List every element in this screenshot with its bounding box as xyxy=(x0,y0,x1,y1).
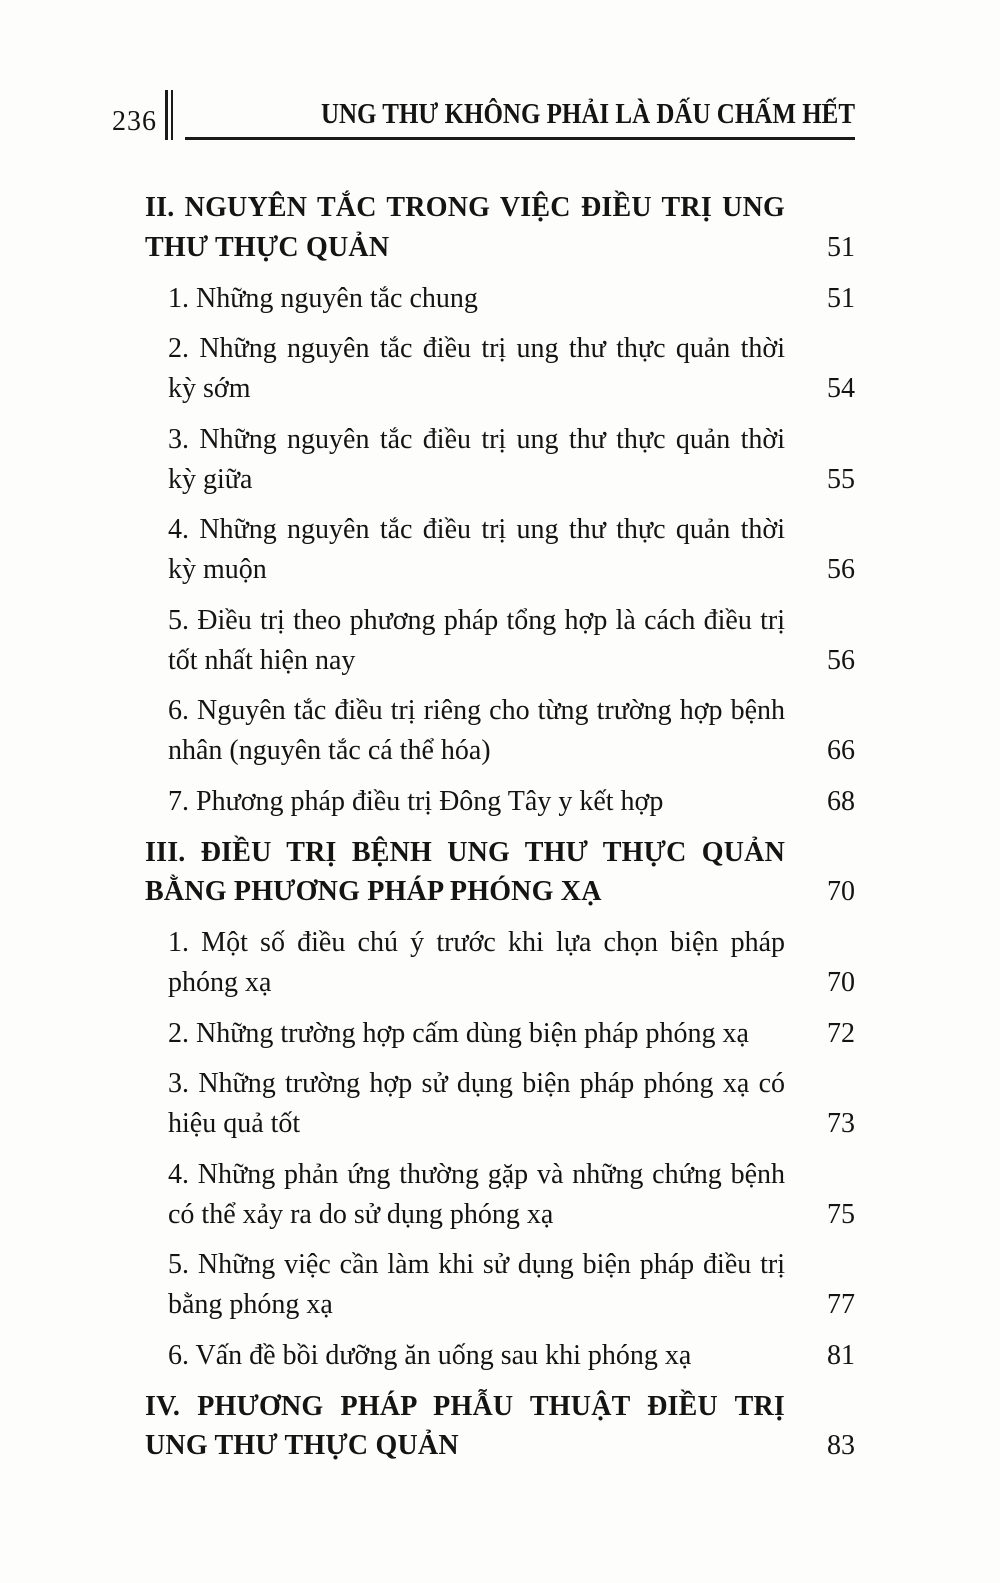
toc-entry-title: II. NGUYÊN TẮC TRONG VIỆC ĐIỀU TRỊ UNG THƯ THỰC QUẢN xyxy=(145,192,785,263)
toc-item xyxy=(168,1014,855,1054)
toc-entry-title: 6. Vấn đề bồi dưỡng ăn uống sau khi phóng xạ xyxy=(168,1339,692,1371)
toc-entry-title: 2. Những nguyên tắc điều trị ung thư thực quản thời kỳ sớm xyxy=(168,333,785,404)
toc-entry-page-number: 68 xyxy=(827,785,855,817)
toc-item xyxy=(168,279,855,319)
header-rule xyxy=(185,137,855,140)
toc-entry-page-number: 56 xyxy=(827,554,855,585)
table-of-contents xyxy=(145,188,855,1477)
toc-entry-title: 4. Những phản ứng thường gặp và những chứng bệnh có thể xảy ra do sử dụng phóng xạ xyxy=(168,1158,785,1230)
toc-entry-title: 3. Những trường hợp sử dụng biện pháp phóng xạ có hiệu quả tốt xyxy=(168,1068,785,1139)
toc-entry-page-number: 70 xyxy=(827,876,855,908)
toc-item xyxy=(168,923,855,1003)
toc-entry-page-number: 77 xyxy=(827,1289,855,1320)
toc-entry-page-number: 51 xyxy=(827,282,855,314)
toc-item xyxy=(168,1336,855,1376)
page-header xyxy=(112,90,855,140)
toc-entry-title: 1. Một số điều chú ý trước khi lựa chọn biện pháp phóng xạ xyxy=(168,927,785,998)
toc-item xyxy=(168,1245,855,1325)
toc-entry-title: 3. Những nguyên tắc điều trị ung thư thực quản thời kỳ giữa xyxy=(168,423,785,495)
toc-entry-page-number: 70 xyxy=(827,966,855,998)
toc-item xyxy=(168,691,855,771)
toc-section-heading xyxy=(145,833,855,913)
toc-item xyxy=(168,782,855,822)
toc-entry-page-number: 81 xyxy=(827,1339,855,1371)
toc-entry-page-number: 55 xyxy=(827,463,855,495)
toc-entry-title: III. ĐIỀU TRỊ BỆNH UNG THƯ THỰC QUẢN BẰNG PHƯƠNG PHÁP PHÓNG XẠ xyxy=(145,836,785,908)
toc-entry-page-number: 75 xyxy=(827,1198,855,1230)
toc-section-heading xyxy=(145,188,855,268)
running-title-block xyxy=(185,99,855,141)
toc-entry-page-number: 73 xyxy=(827,1108,855,1139)
toc-entry-page-number: 66 xyxy=(827,735,855,766)
toc-entry-title: 5. Những việc cần làm khi sử dụng biện pháp điều trị bằng phóng xạ xyxy=(168,1249,785,1320)
toc-entry-page-number: 54 xyxy=(827,373,855,404)
toc-section-heading xyxy=(145,1387,855,1467)
toc-entry-title: 2. Những trường hợp cấm dùng biện pháp phóng xạ xyxy=(168,1017,749,1049)
toc-entry-page-number: 83 xyxy=(827,1430,855,1462)
toc-entry-title: 6. Nguyên tắc điều trị riêng cho từng trường hợp bệnh nhân (nguyên tắc cá thể hóa) xyxy=(168,695,785,766)
toc-entry-title: 4. Những nguyên tắc điều trị ung thư thực quản thời kỳ muộn xyxy=(168,514,785,585)
page-number: 236 xyxy=(112,106,157,137)
double-rule-ornament xyxy=(165,90,173,140)
toc-entry-title: 7. Phương pháp điều trị Đông Tây y kết hợp xyxy=(168,785,664,817)
toc-item xyxy=(168,601,855,681)
toc-entry-page-number: 72 xyxy=(827,1017,855,1049)
toc-entry-page-number: 56 xyxy=(827,644,855,676)
running-title: UNG THƯ KHÔNG PHẢI LÀ DẤU CHẤM HẾT xyxy=(320,99,855,130)
toc-entry-title: 1. Những nguyên tắc chung xyxy=(168,282,478,314)
toc-entry-title: 5. Điều trị theo phương pháp tổng hợp là cách điều trị tốt nhất hiện nay xyxy=(168,604,785,676)
toc-entry-page-number: 51 xyxy=(827,231,855,263)
toc-item xyxy=(168,510,855,590)
toc-item xyxy=(168,1064,855,1144)
toc-item xyxy=(168,420,855,500)
toc-item xyxy=(168,1155,855,1235)
toc-entry-title: IV. PHƯƠNG PHÁP PHẪU THUẬT ĐIỀU TRỊ UNG THƯ THỰC QUẢN xyxy=(145,1390,785,1462)
toc-item xyxy=(168,329,855,409)
